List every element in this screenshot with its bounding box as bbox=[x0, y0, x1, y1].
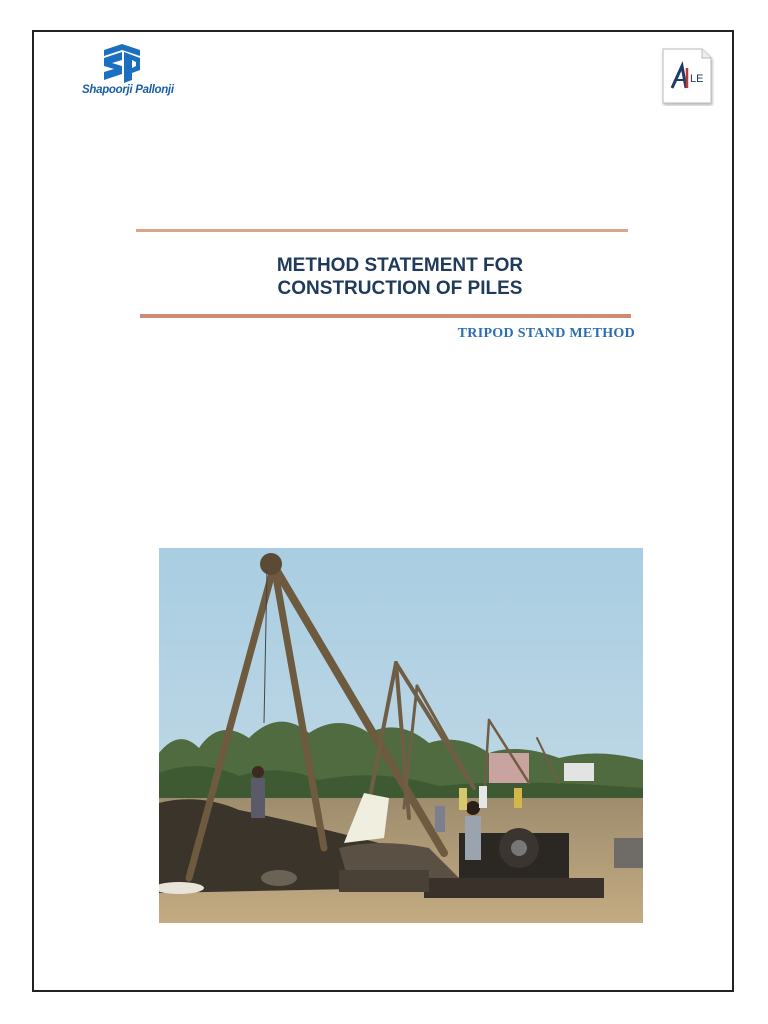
document-subtitle: TRIPOD STAND METHOD bbox=[457, 326, 635, 341]
document-title bbox=[136, 254, 664, 300]
pile-rig-site-photo bbox=[159, 548, 643, 923]
title-rule-bottom bbox=[140, 314, 631, 318]
aile-logo-icon bbox=[660, 46, 714, 106]
svg-text:LE: LE bbox=[690, 73, 704, 85]
title-line-2: CONSTRUCTION OF PILES bbox=[277, 278, 523, 299]
site-photo-illustration bbox=[159, 548, 643, 923]
aile-logo bbox=[660, 46, 714, 106]
company-logo bbox=[82, 42, 192, 102]
sp-logo-icon bbox=[82, 42, 192, 86]
company-name: Shapoorji Pallonji bbox=[82, 84, 174, 96]
title-line-1: METHOD STATEMENT FOR bbox=[276, 255, 524, 276]
title-rule-top bbox=[136, 229, 628, 232]
